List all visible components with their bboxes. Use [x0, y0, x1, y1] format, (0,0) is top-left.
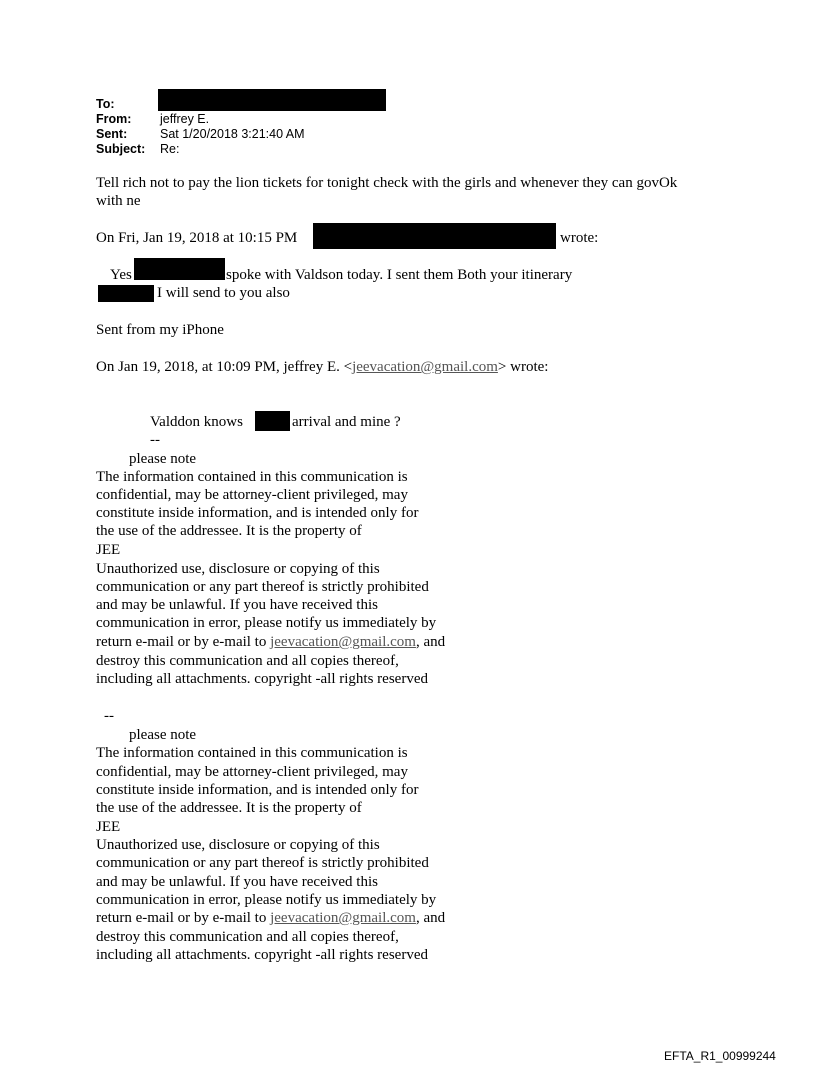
- disclaimer2-line-5: JEE: [96, 819, 121, 835]
- disclaimer1-line-4: the use of the addressee. It is the property of: [96, 523, 362, 539]
- to-label: To:: [96, 97, 115, 111]
- quote1-suffix: wrote:: [560, 230, 599, 246]
- redaction-reply-2: [98, 285, 154, 302]
- from-label: From:: [96, 112, 132, 126]
- inner-dash: --: [150, 432, 160, 448]
- disclaimer2-line-8: and may be unlawful. If you have received this: [96, 874, 378, 890]
- disclaimer2-line-2: confidential, may be attorney-client privileged, may: [96, 764, 408, 780]
- from-value: jeffrey E.: [160, 112, 210, 126]
- disclaimer1-line-6: Unauthorized use, disclosure or copying of this: [96, 561, 380, 577]
- reply-line-2: I will send to you also: [157, 285, 290, 301]
- quote2-line: On Jan 19, 2018, at 10:09 PM, jeffrey E. <jeevacation@gmail.com> wrote:: [96, 359, 549, 375]
- disclaimer1-line-2: confidential, may be attorney-client privileged, may: [96, 487, 408, 503]
- please-note-1: please note: [129, 451, 197, 467]
- disclaimer2-line-4: the use of the addressee. It is the property of: [96, 800, 362, 816]
- disclaimer1-line-10: return e-mail or by e-mail to jeevacation@gmail.com, and: [96, 634, 446, 650]
- disclaimer1-email-link[interactable]: jeevacation@gmail.com: [270, 634, 416, 650]
- disclaimer2-line-12: including all attachments. copyright -all rights reserved: [96, 947, 428, 963]
- redaction-reply-1: [134, 258, 225, 280]
- disclaimer2-line-9: communication in error, please notify us immediately by: [96, 892, 437, 908]
- disclaimer2-line-11: destroy this communication and all copies thereof,: [96, 929, 399, 945]
- please-note-2: please note: [129, 727, 197, 743]
- redaction-inner: [255, 411, 290, 431]
- subject-value: Re:: [160, 142, 180, 156]
- disclaimer2-line-6: Unauthorized use, disclosure or copying of this: [96, 837, 380, 853]
- disclaimer1-line-11: destroy this communication and all copies thereof,: [96, 653, 399, 669]
- inner-line-a: Valddon knows: [150, 414, 243, 430]
- sent-label: Sent:: [96, 127, 128, 141]
- disclaimer2-line-10: return e-mail or by e-mail to jeevacation@gmail.com, and: [96, 910, 446, 926]
- disclaimer1-line-9: communication in error, please notify us immediately by: [96, 615, 437, 631]
- disclaimer1-line-7: communication or any part thereof is strictly prohibited: [96, 579, 429, 595]
- reply-yes: Yes: [110, 267, 132, 283]
- inner-line-b: arrival and mine ?: [292, 414, 401, 430]
- quote2-email-link[interactable]: jeevacation@gmail.com: [352, 359, 498, 375]
- disclaimer2-line-7: communication or any part thereof is strictly prohibited: [96, 855, 429, 871]
- sent-value: Sat 1/20/2018 3:21:40 AM: [160, 127, 305, 141]
- body-line-2: with ne: [96, 193, 141, 209]
- separator-dash: --: [104, 708, 114, 724]
- disclaimer2-line-3: constitute inside information, and is intended only for: [96, 782, 419, 798]
- disclaimer1-line-8: and may be unlawful. If you have received this: [96, 597, 378, 613]
- quote1-prefix: On Fri, Jan 19, 2018 at 10:15 PM: [96, 230, 298, 246]
- disclaimer2-line-1: The information contained in this communication is: [96, 745, 408, 761]
- redaction-to: [158, 89, 386, 111]
- document-id: EFTA_R1_00999244: [664, 1049, 776, 1063]
- disclaimer1-line-5: JEE: [96, 542, 121, 558]
- sent-from-iphone: Sent from my iPhone: [96, 322, 224, 338]
- disclaimer1-line-3: constitute inside information, and is intended only for: [96, 505, 419, 521]
- redaction-quote1-sender: [313, 223, 556, 249]
- reply-line-1: spoke with Valdson today. I sent them Both your itinerary: [226, 267, 573, 283]
- disclaimer1-line-1: The information contained in this communication is: [96, 469, 408, 485]
- disclaimer1-line-12: including all attachments. copyright -all rights reserved: [96, 671, 428, 687]
- body-line-1: Tell rich not to pay the lion tickets for tonight check with the girls and whenever they can govOk: [96, 175, 678, 191]
- disclaimer2-email-link[interactable]: jeevacation@gmail.com: [270, 910, 416, 926]
- subject-label: Subject:: [96, 142, 146, 156]
